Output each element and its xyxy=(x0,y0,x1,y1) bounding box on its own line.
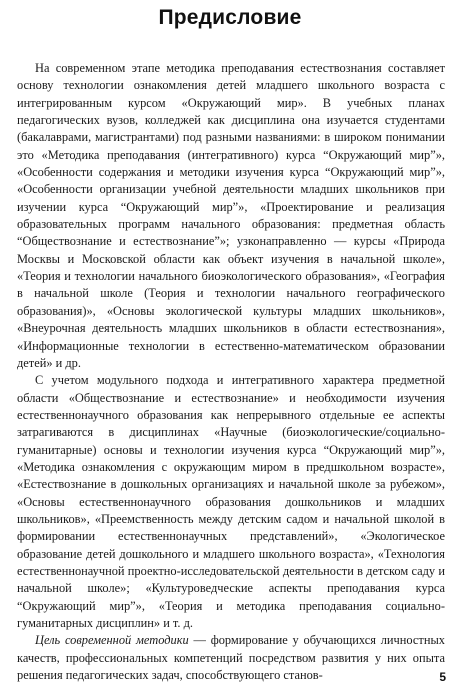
page-number: 5 xyxy=(439,670,446,684)
page-title: Предисловие xyxy=(158,6,302,29)
paragraph-3-text: — формирование у обучающихся личностных качеств, профессиональных компетенций посредством развития у них опыта решения педагогических задач, способствующего станов- xyxy=(17,633,445,683)
paragraph-2: С учетом модульного подхода и интегративного характера предметной области «Обществознание и естествознание» и необходимости изучения естественнонаучного образования как непрерывного отдельные ее аспекты затрагиваются в дисциплинах «Научные (биоэкологические/социально-гуманитарные) основы и технологии изучения курса “Окружающий мир”», «Методика ознакомления с окружающим миром в предшкольном возрасте», «Естествознание в дошкольных организациях и начальной школе за рубежом», «Основы естественнонаучного образования дошкольников и младших школьников», «Преемственность между детским садом и начальной школой в формировании естественнонаучных представлений», «Экологическое образование детей дошкольного и младшего школьного возраста», «Технология естественнонаучной проектно-исследовательской деятельности в детском саду и начальной школе»; «Культуроведческие аспекты преподавания курса “Окружающий мир”», «Теория и методика преподавания социально-гуманитарных дисциплин» и т. д. xyxy=(17,373,445,630)
paragraph-3 xyxy=(17,632,445,684)
paragraph-3-emphasis: Цель современной методики xyxy=(35,633,189,648)
paragraph-1: На современном этапе методика преподавания естествознания составляет основу технологии ознакомления детей младшего школьного возраста с интегрированным курсом «Окружающий мир». В учебных планах педагогических вузов, колледжей как дисциплина она изучается студентами (бакалаврами, магистрантами) под разными названиями: в широком понимании это «Методика преподавания (интегративного) курса “Окружающий мир”», «Особенности содержания и методики изучения курса “Окружающий мир”», «Особенности организации учебной деятельности младших школьников при изучении курса “Окружающий мир”», «Проектирование и реализация образовательных программ начального образования: предметная область “Обществознание и естествознание”»; узконаправленно — курсы «Природа Москвы и Московской области как объект изучения в начальной школе», «Теория и технологии начального биоэкологического образования», «География в начальной школе (Теория и технологии начального географического образования)», «Основы экологической культуры младших школьников», «Внеурочная деятельность младших школьников в области естествознания», «Информационные технологии в естественно-математическом образовании детей» и др. xyxy=(17,61,445,370)
page-body xyxy=(17,60,445,684)
